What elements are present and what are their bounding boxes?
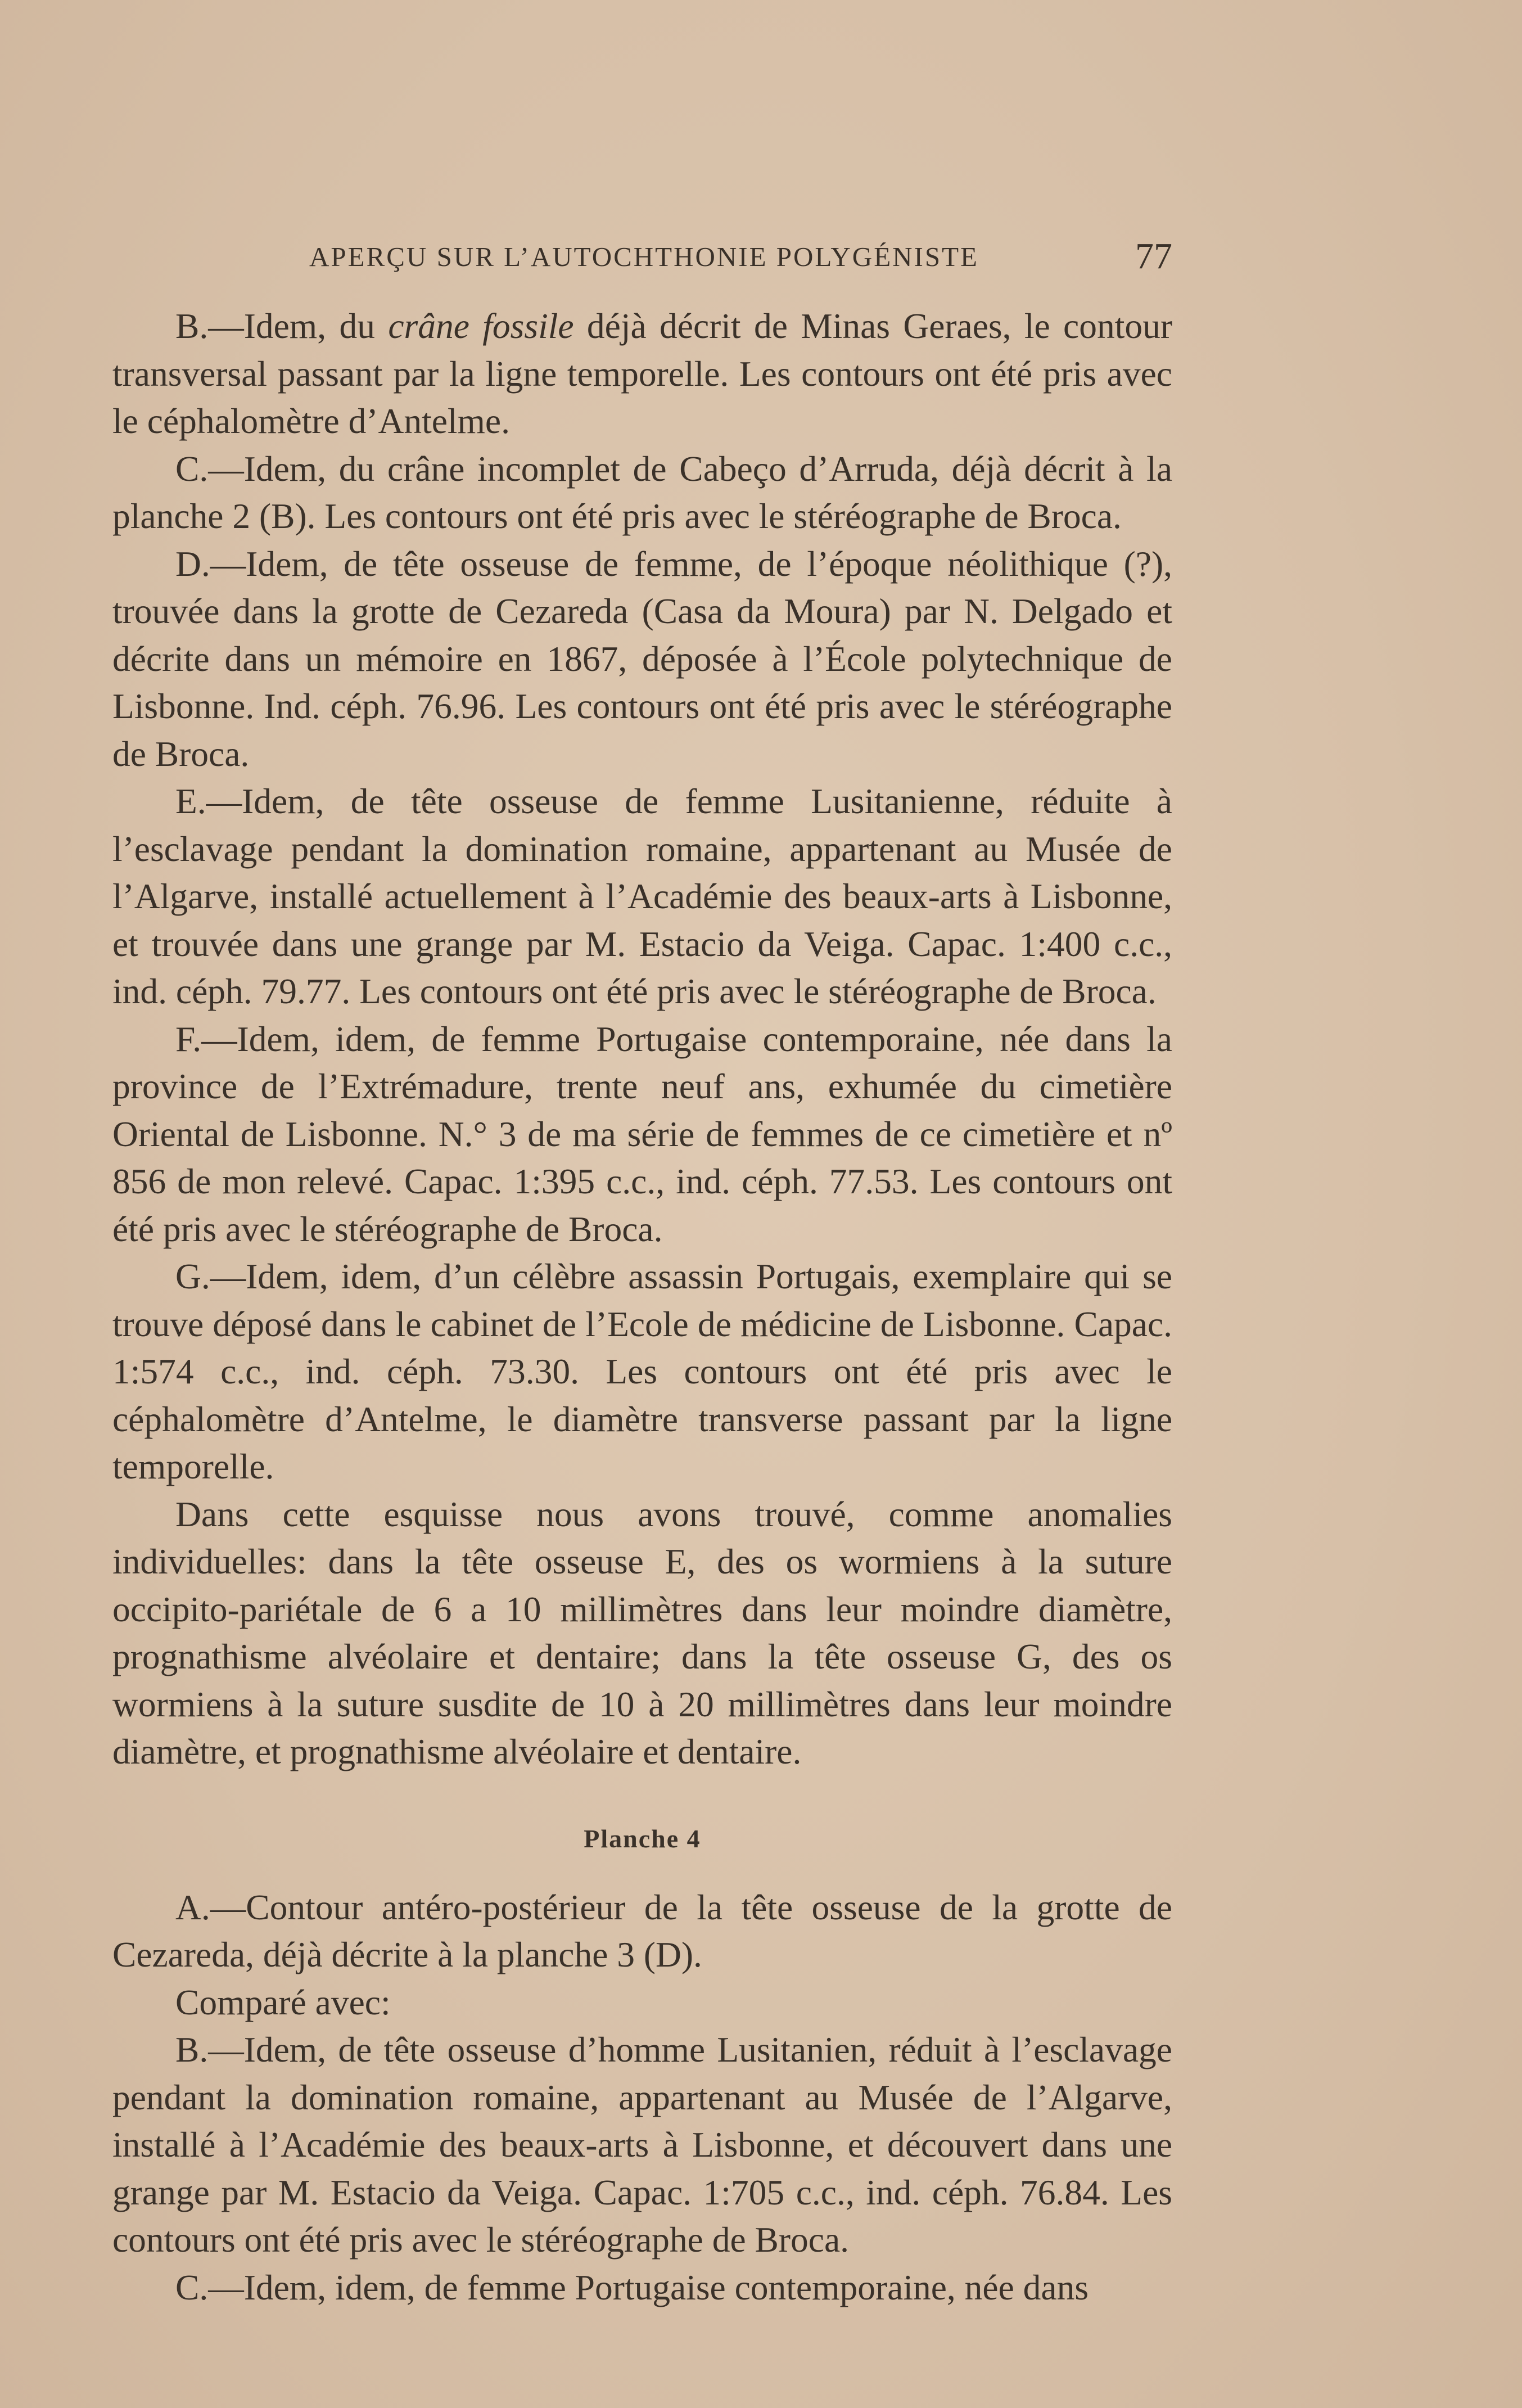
section-paragraph-b: B.—Idem, de tête osseuse d’homme Lusitanien, réduit à l’esclavage pendant la domination romaine, appartenant au Musée de l’Algarve, installé à l’Académie des beaux-arts à Lisbonne, et découvert dans une grange par M. Estacio da Veiga. Capac. 1:705 c.c., ind. céph. 76.84. Les contours ont été pris avec le stéréographe de Broca. [112, 2030, 1172, 2260]
body-text [112, 303, 1172, 2311]
paragraph-b-lead: B.—Idem, du [175, 306, 389, 346]
section-paragraph-compare: Comparé avec: [175, 1982, 391, 2022]
paragraph-f: F.—Idem, idem, de femme Portugaise contemporaine, née dans la province de l’Extrémadure, trente neuf ans, exhumée du cimetière Oriental de Lisbonne. N.° 3 de ma série de femmes de ce cimetière et nº 856 de mon relevé. Capac. 1:395 c.c., ind. céph. 77.53. Les contours ont été pris avec le stéréographe de Broca. [112, 1018, 1172, 1249]
paragraph-g: G.—Idem, idem, d’un célèbre assassin Portugais, exemplaire qui se trouve déposé dans le cabinet de l’Ecole de médicine de Lisbonne. Capac. 1:574 c.c., ind. céph. 73.30. Les contours ont été pris avec le céphalomètre d’Antelme, le diamètre transverse passant par la ligne temporelle. [112, 1256, 1172, 1486]
section-paragraph-c: C.—Idem, idem, de femme Portugaise contemporaine, née dans [175, 2267, 1089, 2307]
running-title: APERÇU SUR L’AUTOCHTHONIE POLYGÉNISTE [309, 241, 979, 272]
section-paragraph-a: A.—Contour antéro-postérieur de la tête osseuse de la grotte de Cezareda, déjà décrite à la planche 3 (D). [112, 1887, 1172, 1974]
paragraph-c: C.—Idem, du crâne incomplet de Cabeço d’Arruda, déjà décrit à la planche 2 (B). Les contours ont été pris avec le stéréographe de Broca. [112, 448, 1172, 536]
paragraph-d: D.—Idem, de tête osseuse de femme, de l’époque néolithique (?), trouvée dans la grotte de Cezareda (Casa da Moura) par N. Delgado et décrite dans un mémoire en 1867, déposée à l’École polytechnique de Lisbonne. Ind. céph. 76.96. Les contours ont été pris avec le stéréographe de Broca. [112, 543, 1172, 774]
paragraph-b-italic: crâne fossile [388, 306, 574, 346]
running-head [112, 235, 1172, 277]
paragraph-b-rest: déjà décrit de Minas Geraes, le contour transversal passant par la ligne temporelle. Les contours ont été pris avec le céphalomètre d’Antelme. [112, 306, 1173, 441]
section-heading: Planche 4 [584, 1824, 701, 1853]
page-number: 77 [1135, 236, 1172, 277]
paragraph-e: E.—Idem, de tête osseuse de femme Lusitanienne, réduite à l’esclavage pendant la domination romaine, appartenant au Musée de l’Algarve, installé actuellement à l’Académie des beaux-arts à Lisbonne, et trouvée dans une grange par M. Estacio da Veiga. Capac. 1:400 c.c., ind. céph. 79.77. Les contours ont été pris avec le stéréographe de Broca. [112, 781, 1172, 1011]
paragraph-anomalies: Dans cette esquisse nous avons trouvé, comme anomalies individuelles: dans la tête osseuse E, des os wormiens à la suture occipito-pariétale de 6 a 10 millimètres dans leur moindre diamètre, prognathisme alvéolaire et dentaire; dans la tête osseuse G, des os wormiens à la suture susdite de 10 à 20 millimètres dans leur moindre diamètre, et prognathisme alvéolaire et dentaire. [112, 1494, 1172, 1771]
paragraph-b [112, 303, 1172, 445]
